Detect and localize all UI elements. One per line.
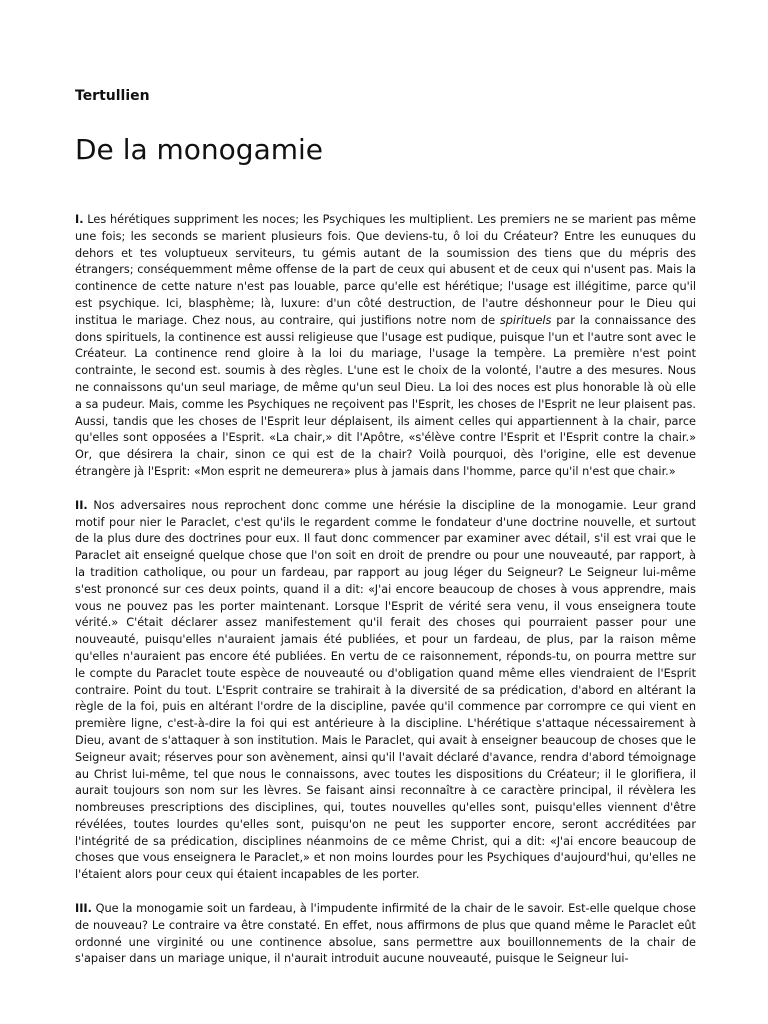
paragraph-2 — [75, 498, 696, 884]
author-name: Tertullien — [75, 88, 150, 104]
paragraph-text: Que la monogamie soit un fardeau, à l'impudente infirmité de la chair de le savoir. Est-elle quelque chose de nouveau? Le contraire va être constaté. En effet, nous affirmons de plus que quand même le Paraclet eût ordonné une virginité ou une continence absolue, sans permettre aux bouillonnements de la chair de s'apaiser dans un mariage unique, il n'aurait introduit aucune nouveauté, puisque le Seigneur lui- — [75, 902, 696, 966]
paragraph-1 — [75, 212, 696, 481]
paragraph-text: Les hérétiques suppriment les noces; les Psychiques les multiplient. Les premiers ne se marient pas même une fois; les seconds se marient plusieurs fois. Que deviens-tu, ô loi du Créateur? Entre les eunuques du dehors et tes voluptueux serviteurs, tu gémis autant de la soumission des tiens que du mépris des étrangers; conséquemment même offense de la part de ceux qui abusent et de ceux qui n'usent pas. Mais la continence de cette nature n'est pas louable, parce qu'elle est hérétique; l'usage est illégitime, parce qu'il est psychique. Ici, blasphème; là, luxure: d'un côté destruction, de l'autre déshonneur pour le Dieu qui institua le mariage. Chez nous, au contraire, qui justifions notre nom de — [75, 213, 696, 327]
paragraph-number: III. — [75, 902, 92, 916]
paragraph-text: par la connaissance des dons spirituels, la continence est aussi religieuse que l'usage est pudique, puisque l'un et l'autre sont avec le Créateur. La continence rend gloire à la loi du mariage, l'usage la tempère. La première n'est point contrainte, le second est. soumis à des règles. L'une est le choix de la volonté, l'autre a des mesures. Nous ne connaissons qu'un seul mariage, de même qu'un seul Dieu. La loi des noces est plus honorable là où elle a sa pudeur. Mais, comme les Psychiques ne reçoivent pas l'Esprit, les choses de l'Esprit ne leur plaisent pas. Aussi, tandis que les choses de l'Esprit leur déplaisent, ils aiment celles qui appartiennent à la chair, parce qu'elles sont opposées a l'Esprit. «La chair,» dit l'Apôtre, «s'élève contre l'Esprit et l'Esprit contre la chair.» Or, que désirera la chair, sinon ce qui est de la chair? Voilà pourquoi, dès l'origine, elle est devenue étrangère jà l'Esprit: «Mon esprit ne demeurera» plus à jamais dans l'homme, parce qu'il n'est que chair.» — [75, 313, 696, 478]
paragraph-number: I. — [75, 213, 84, 226]
document-page — [75, 0, 696, 1024]
paragraph-text: Nos adversaires nous reprochent donc comme une hérésie la discipline de la monogamie. Leur grand motif pour nier le Paraclet, c'est qu'ils le regardent comme le fondateur d'une doctrine nouvelle, et surtout de la plus dure des doctrines pour eux. Il faut donc commencer par examiner avec détail, s'il est vrai que le Paraclet ait enseigné quelque chose que l'on soit en droit de prendre ou pour une nouveauté, par rapport, à la tradition catholique, ou pour un fardeau, par rapport au joug léger du Seigneur? Le Seigneur lui-même s'est prononcé sur ces deux points, quand il a dit: «J'ai encore beaucoup de choses à vous apprendre, mais vous ne pouvez pas les porter maintenant. Lorsque l'Esprit de vérité sera venu, il vous enseignera toute vérité.» C'était déclarer assez manifestement qu'il ferait des choses qui pourraient passer pour une nouveauté, puisqu'elles n'auraient jamais été publiées, et pour un fardeau, de plus, par la raison même qu'elles n'auraient pas encore été publiées. En vertu de ce raisonnement, réponds-tu, on pourra mettre sur le compte du Paraclet toute espèce de nouveauté ou d'obligation quand même elles viendraient de l'Esprit contraire. Point du tout. L'Esprit contraire se trahirait à la diversité de sa prédication, d'abord en altérant la règle de la foi, puis en altérant l'ordre de la discipline, pavée qu'il commence par corrompre ce qui vient en première ligne, c'est-à-dire la foi qui est antérieure à la discipline. L'hérétique s'attaque nécessairement à Dieu, avant de s'attaquer à son institution. Mais le Paraclet, qui avait à enseigner beaucoup de choses que le Seigneur avait; réserves pour son avènement, ainsi qu'il l'avait déclaré d'avance, rendra d'abord témoignage au Christ lui-même, tel que nous le connaissons, avec toutes les dispositions du Créateur; il le glorifiera, il aurait toujours son nom sur les lèvres. Se faisant ainsi reconnaître à ce caractère principal, il révèlera les nombreuses prescriptions des disciplines, qui, toutes nouvelles qu'elles sont, puisqu'elles viennent d'être révélées, toutes lourdes qu'elles sont, puisqu'on ne peut les supporter encore, seront accréditées par l'intégrité de sa prédication, disciplines néanmoins de ce même Christ, qui a dit: «J'ai encore beaucoup de choses que vous enseignera le Paraclet,» et non moins lourdes pour les Psychiques d'aujourd'hui, qu'elles ne l'étaient alors pour ceux qui étaient incapables de les porter. — [75, 498, 696, 882]
document-body — [75, 212, 696, 985]
emphasized-word: spirituels — [499, 313, 552, 327]
document-title: De la monogamie — [75, 133, 324, 166]
paragraph-3 — [75, 901, 696, 968]
paragraph-number: II. — [75, 498, 88, 512]
